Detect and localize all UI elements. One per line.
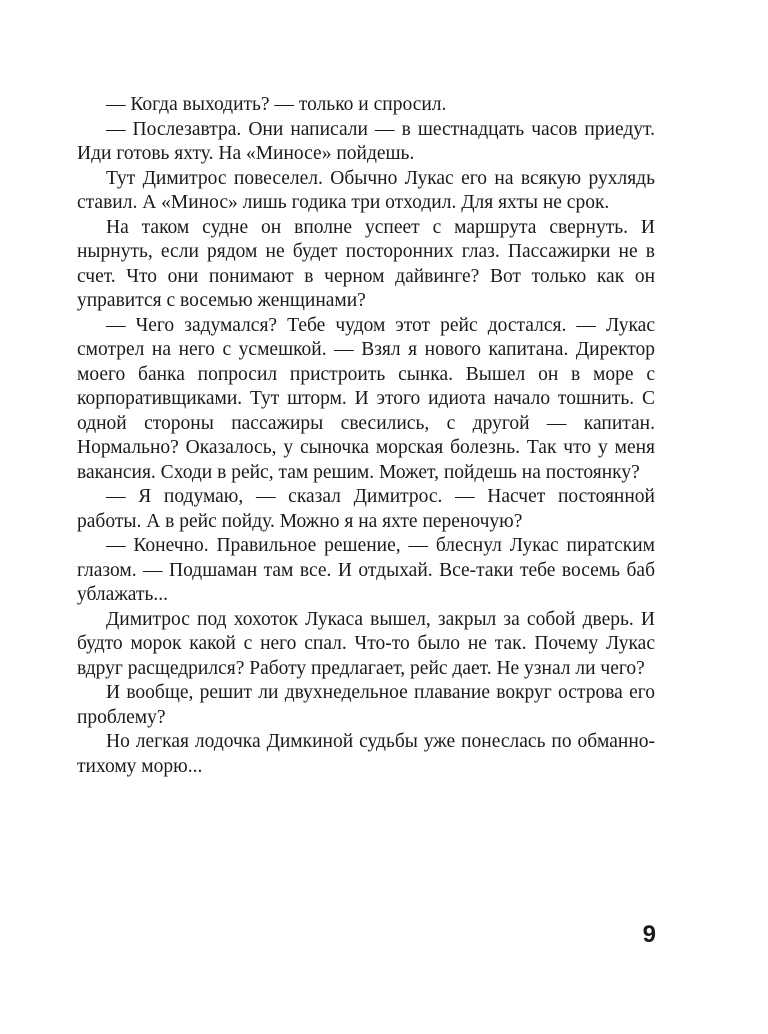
body-text <box>77 93 655 779</box>
page-number: 9 <box>642 921 656 948</box>
paragraph: — Чего задумался? Тебе чудом этот рейс достался. — Лукас смотрел на него с усмешкой. — Взял я нового капитана. Директор моего банка попросил пристроить сынка. Вышел он в море с корпоративщиками. Тут шторм. И этого идиота начало тошнить. С одной стороны пассажиры свесились, с другой — капитан. Нормально? Оказалось, у сыночка морская болезнь. Так что у меня вакансия. Сходи в рейс, там решим. Может, пойдешь на постоянку? <box>77 314 655 483</box>
paragraph: Тут Димитрос повеселел. Обычно Лукас его на всякую рухлядь ставил. А «Минос» лишь годика три отходил. Для яхты не срок. <box>77 167 655 213</box>
paragraph: И вообще, решит ли двухнедельное плавание вокруг острова его проблему? <box>77 682 655 728</box>
paragraph: — Послезавтра. Они написали — в шестнадцать часов приедут. Иди готовь яхту. На «Миносе» пойдешь. <box>77 118 655 164</box>
paragraph: — Конечно. Правильное решение, — блеснул Лукас пиратским глазом. — Подшаман там все. И отдыхай. Все-таки тебе восемь баб ублажать... <box>77 535 655 605</box>
paragraph: Димитрос под хохоток Лукаса вышел, закрыл за собой дверь. И будто морок какой с него спал. Что-то было не так. Почему Лукас вдруг расщедрился? Работу предлагает, рейс дает. Не узнал ли чего? <box>77 608 655 679</box>
paragraph: Но легкая лодочка Димкиной судьбы уже понеслась по обманно-тихому морю... <box>77 731 655 777</box>
paragraph: — Я подумаю, — сказал Димитрос. — Насчет постоянной работы. А в рейс пойду. Можно я на яхте переночую? <box>77 486 655 532</box>
paragraph: На таком судне он вполне успеет с маршрута свернуть. И нырнуть, если рядом не будет посторонних глаз. Пассажирки не в счет. Что они понимают в черном дайвинге? Вот только как он управится с восемью женщинами? <box>77 216 655 311</box>
paragraph: — Когда выходить? — только и спросил. <box>106 94 447 115</box>
